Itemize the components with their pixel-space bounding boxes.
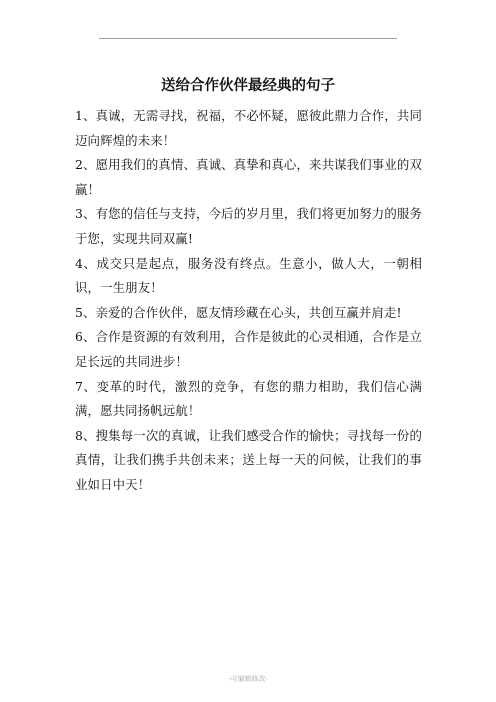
footer-editable-note: -可编辑修改- [228, 675, 268, 683]
paragraph-2: 2、愿用我们的真情、真诚、真挚和真心，来共谋我们事业的双赢！ [75, 157, 422, 197]
paragraph-8: 8、搜集每一次的真诚，让我们感受合作的愉快；寻找每一份的真情，让我们携手共创未来；送上每一天的问候，让我们的事业如日中天！ [75, 427, 422, 492]
paragraph-6: 6、合作是资源的有效利用，合作是彼此的心灵相通，合作是立足长远的共同进步！ [75, 329, 422, 369]
paragraph-4: 4、成交只是起点，服务没有终点。生意小，做人大，一朝相识，一生朋友！ [75, 255, 422, 296]
paragraph-3: 3、有您的信任与支持，今后的岁月里，我们将更加努力的服务于您，实现共同双赢! [75, 206, 422, 246]
document-body [75, 104, 422, 498]
paragraph-7: 7、变革的时代，激烈的竞争，有您的鼎力相助，我们信心满满，愿共同扬帆远航！ [75, 378, 422, 419]
paragraph-1: 1、真诚，无需寻找，祝福，不必怀疑，愿彼此鼎力合作，共同迈向辉煌的未来！ [75, 108, 422, 148]
paragraph-5: 5、亲爱的合作伙伴，愿友情珍藏在心头，共创互赢并肩走! [75, 304, 402, 320]
header-rule [99, 38, 397, 39]
document-title: 送给合作伙伴最经典的句子 [161, 78, 335, 94]
